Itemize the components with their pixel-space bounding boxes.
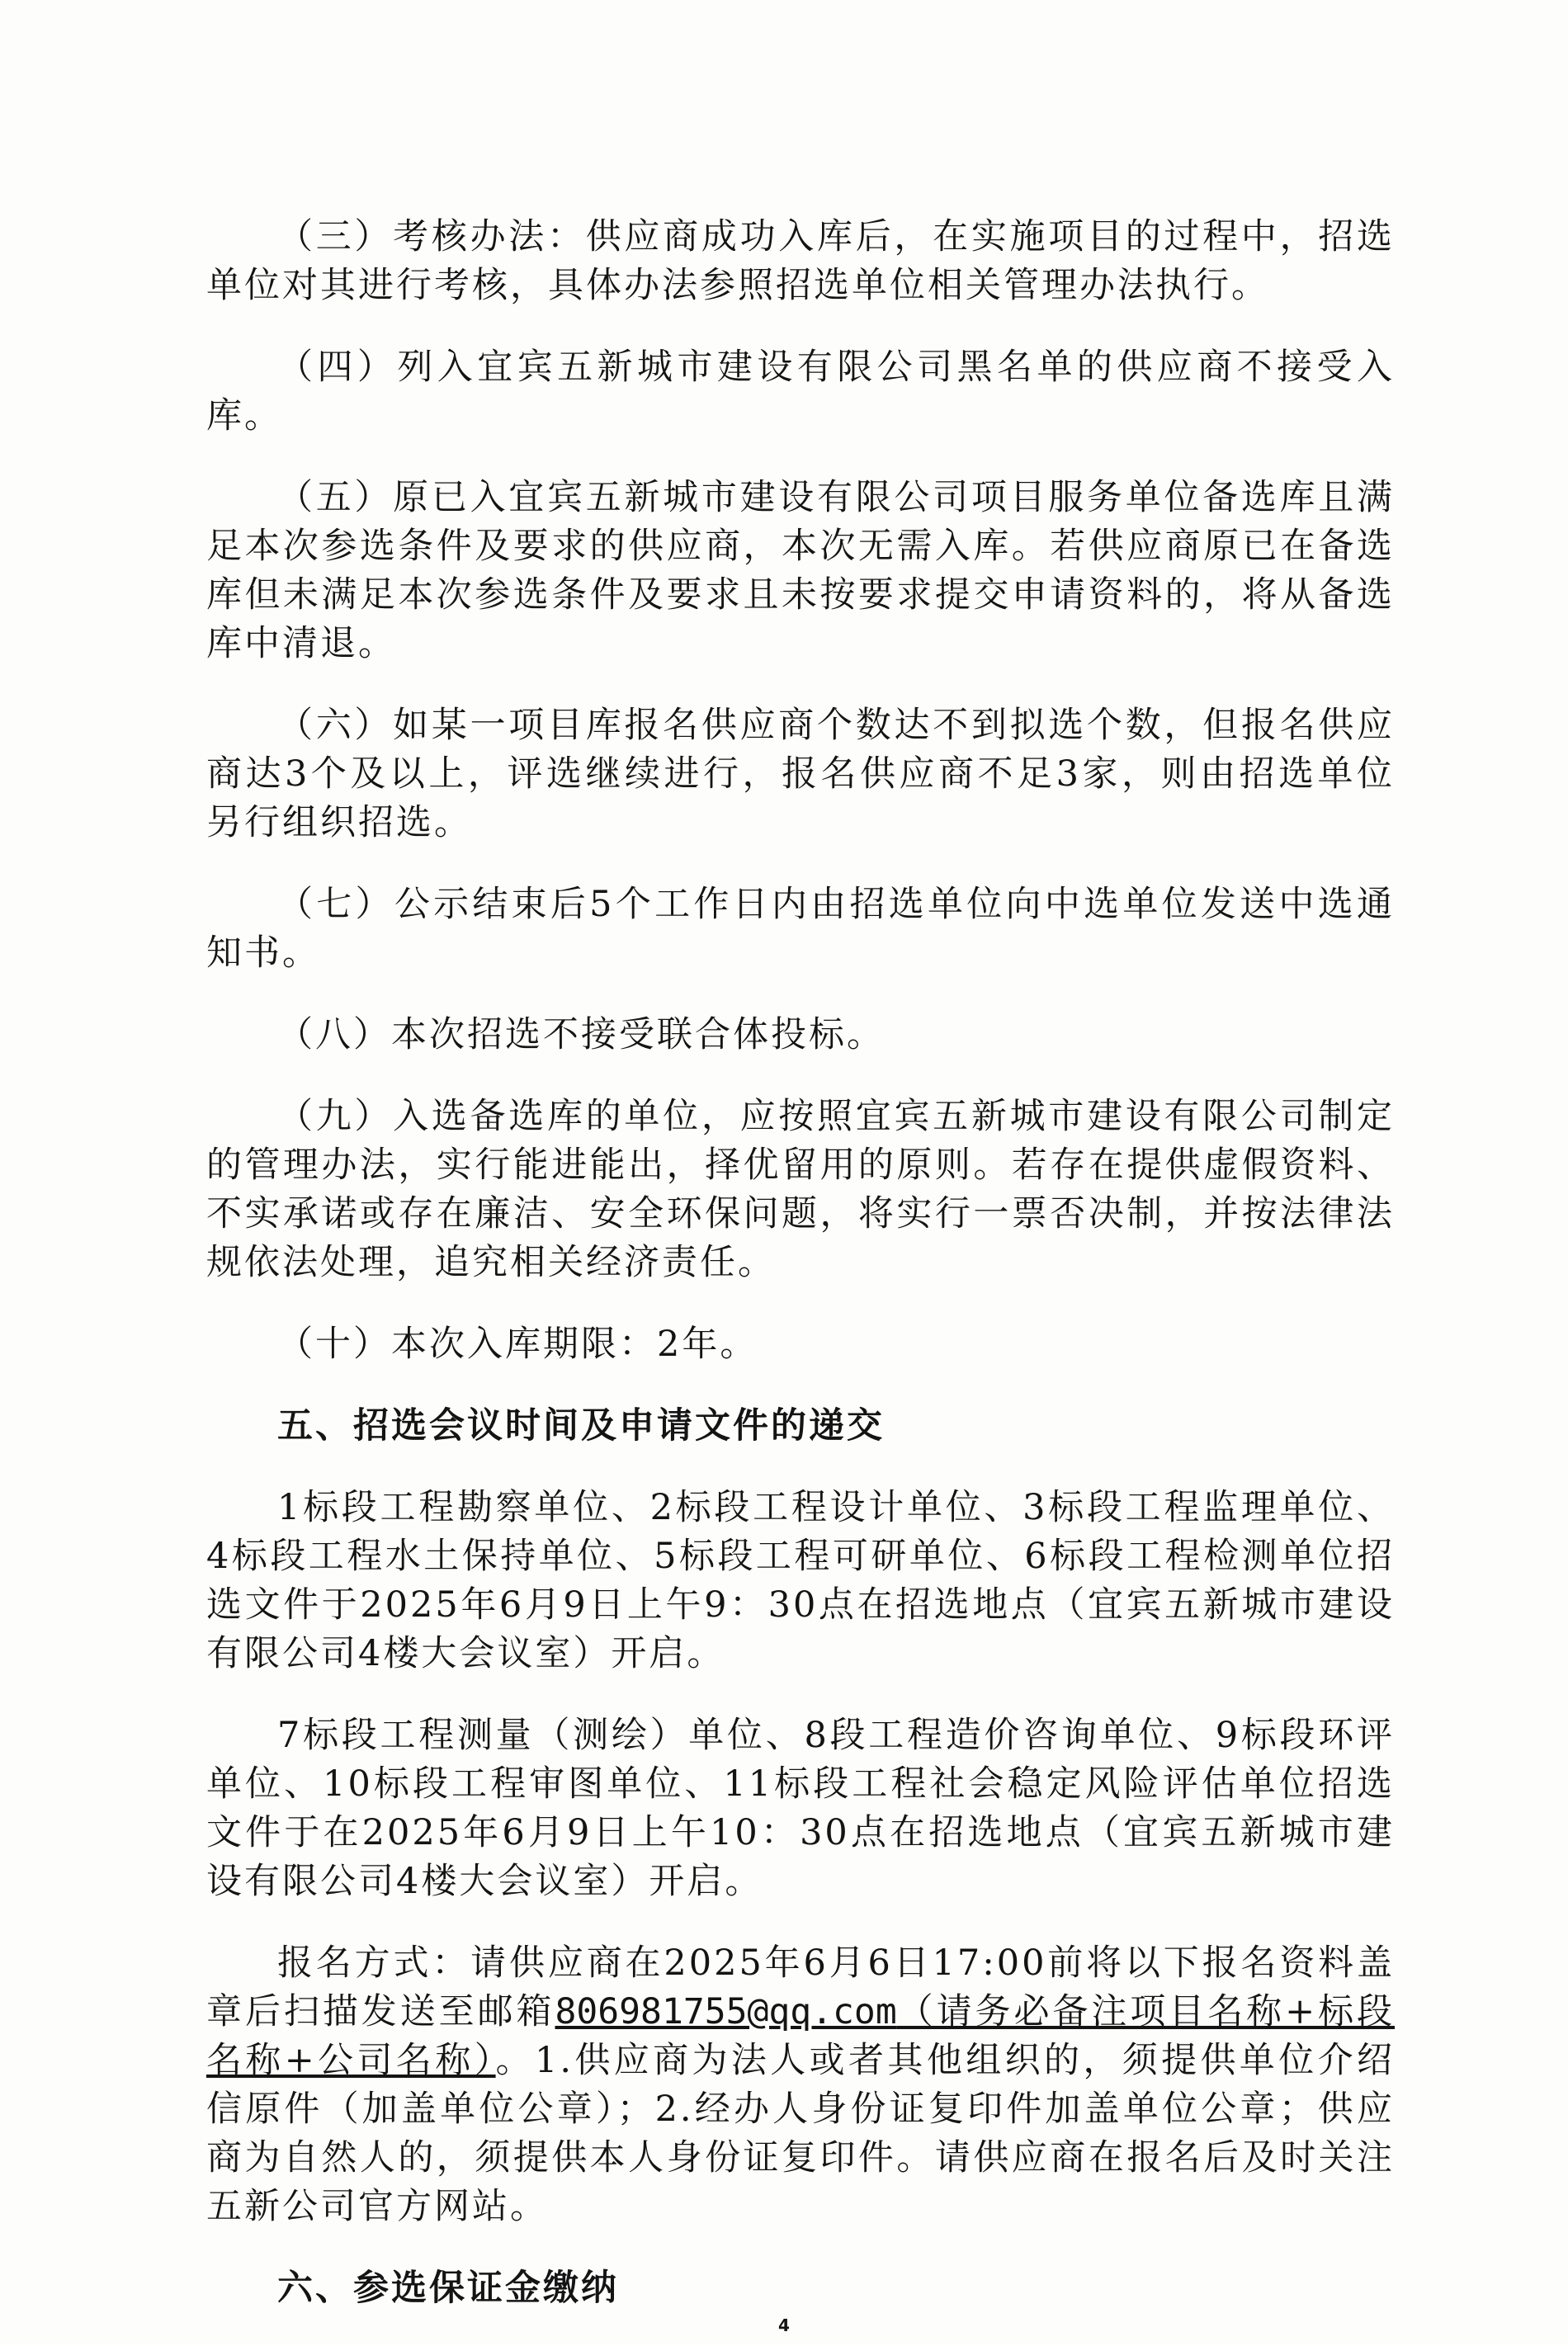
clause-9: （九）入选备选库的单位，应按照宜宾五新城市建设有限公司制定的管理办法，实行能进能出，择优留用的原则。若存在提供虚假资料、不实承诺或存在廉洁、安全环保问题，将实行一票否决制，并按法律法规依法处理，追究相关经济责任。 xyxy=(206,1096,1395,1283)
clause-8: （八）本次招选不接受联合体投标。 xyxy=(277,1014,885,1055)
section-5-paragraph-2: 7标段工程测量（测绘）单位、8段工程造价咨询单位、9标段环评单位、10标段工程审图单位、11标段工程社会稳定风险评估单位招选文件于在2025年6月9日上午10：30点在招选地点（宜宾五新城市建设有限公司4楼大会议室）开启。 xyxy=(206,1715,1395,1902)
registration-email-note: （请务必备注项目名称+标段名称+公司名称） xyxy=(206,1991,1396,2081)
section-5-heading: 五、招选会议时间及申请文件的递交 xyxy=(277,1405,885,1447)
registration-requirements: 。1.供应商为法人或者其他组织的，须提供单位介绍信原件（加盖单位公章）；2.经办人身份证复印件加盖单位公章；供应商为自然人的，须提供本人身份证复印件。请供应商在报名后及时关注五新公司官方网站。 xyxy=(206,2040,1396,2227)
clause-6: （六）如某一项目库报名供应商个数达不到拟选个数，但报名供应商达3个及以上，评选继续进行，报名供应商不足3家，则由招选单位另行组织招选。 xyxy=(206,705,1395,843)
clause-5: （五）原已入宜宾五新城市建设有限公司项目服务单位备选库且满足本次参选条件及要求的供应商，本次无需入库。若供应商原已在备选库但未满足本次参选条件及要求且未按要求提交申请资料的，将从备选库中清退。 xyxy=(206,477,1395,664)
registration-intro: 报名方式：请供应商在2025年6月6日17:00前将以下报名资料盖章后扫描发送至邮箱 xyxy=(206,1942,1395,2032)
clause-4: （四）列入宜宾五新城市建设有限公司黑名单的供应商不接受入库。 xyxy=(206,347,1395,437)
clause-7: （七）公示结束后5个工作日内由招选单位向中选单位发送中选通知书。 xyxy=(206,884,1395,974)
section-6-heading: 六、参选保证金缴纳 xyxy=(277,2268,619,2309)
registration-email-link[interactable]: 806981755@qq.com xyxy=(555,1991,897,2032)
clause-3: （三）考核办法：供应商成功入库后，在实施项目的过程中，招选单位对其进行考核，具体办法参照招选单位相关管理办法执行。 xyxy=(206,216,1395,306)
document-body xyxy=(206,213,1395,2346)
clause-10: （十）本次入库期限：2年。 xyxy=(277,1324,758,1365)
section-5-paragraph-1: 1标段工程勘察单位、2标段工程设计单位、3标段工程监理单位、4标段工程水土保持单位、5标段工程可研单位、6标段工程检测单位招选文件于2025年6月9日上午9：30点在招选地点（宜宾五新城市建设有限公司4楼大会议室）开启。 xyxy=(206,1487,1395,1674)
page-number: 4 xyxy=(778,2315,790,2335)
registration-paragraph xyxy=(206,1939,1395,2231)
